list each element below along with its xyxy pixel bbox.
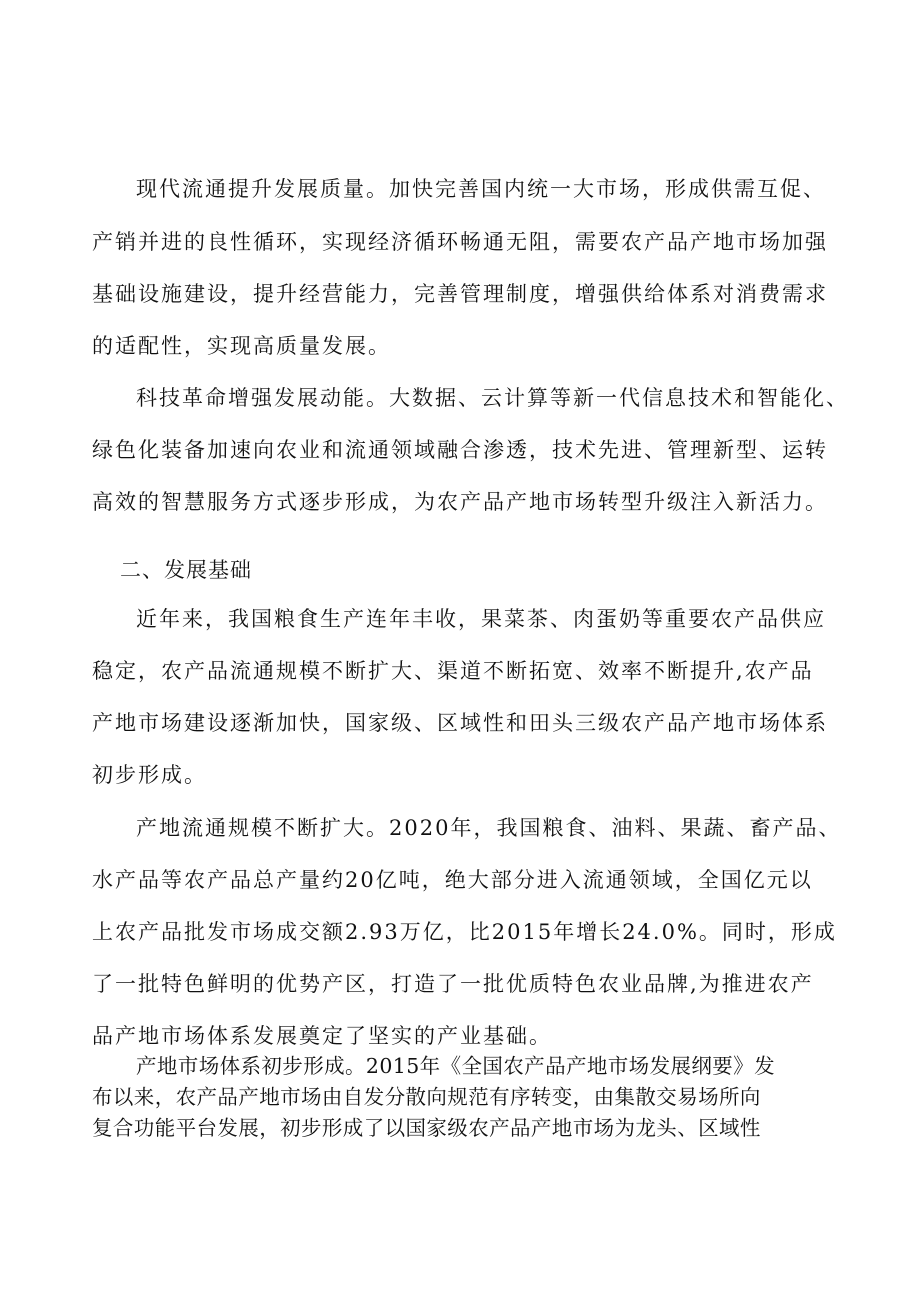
section-heading: 二、发展基础 <box>120 558 252 582</box>
paragraph-5-line-3: 复合功能平台发展，初步形成了以国家级农产品产地市场为龙头、区域性 <box>92 1116 761 1140</box>
paragraph-1-line-3: 基础设施建设，提升经营能力，完善管理制度，增强供给体系对消费需求 <box>92 282 828 306</box>
paragraph-4-line-3: 上农产品批发市场成交额2.93万亿，比2015年增长24.0%。同时，形成 <box>92 920 837 944</box>
paragraph-4-line-2: 水产品等农产品总产量约20亿吨，绝大部分进入流通领域，全国亿元以 <box>92 868 813 892</box>
paragraph-2-line-3: 高效的智慧服务方式逐步形成，为农产品产地市场转型升级注入新活力。 <box>92 490 828 514</box>
paragraph-3-line-3: 产地市场建设逐渐加快，国家级、区域性和田头三级农产品产地市场体系 <box>92 711 828 735</box>
paragraph-1-line-4: 的适配性，实现高质量发展。 <box>92 334 391 358</box>
paragraph-3-line-1: 近年来，我国粮食生产连年丰收，果菜茶、肉蛋奶等重要农产品供应 <box>136 607 826 631</box>
paragraph-5-line-1: 产地市场体系初步形成。2015年《全国农产品产地市场发展纲要》发 <box>136 1054 775 1078</box>
paragraph-3-line-2: 稳定，农产品流通规模不断扩大、渠道不断拓宽、效率不断提升,农产品 <box>92 659 814 683</box>
paragraph-2-line-2: 绿色化装备加速向农业和流通领域融合渗透，技术先进、管理新型、运转 <box>92 438 828 462</box>
paragraph-1-line-1: 现代流通提升发展质量。加快完善国内统一大市场，形成供需互促、 <box>136 177 826 201</box>
paragraph-4-line-4: 了一批特色鲜明的优势产区，打造了一批优质特色农业品牌,为推进农产 <box>92 972 814 996</box>
paragraph-3-line-4: 初步形成。 <box>92 763 207 787</box>
paragraph-4-line-1: 产地流通规模不断扩大。2020年，我国粮食、油料、果蔬、畜产品、 <box>136 816 842 840</box>
paragraph-1-line-2: 产销并进的良性循环，实现经济循环畅通无阻，需要农产品产地市场加强 <box>92 230 828 254</box>
paragraph-4-line-5: 品产地市场体系发展奠定了坚实的产业基础。 <box>92 1024 552 1048</box>
paragraph-2-line-1: 科技革命增强发展动能。大数据、云计算等新一代信息技术和智能化、 <box>136 386 849 410</box>
paragraph-5-line-2: 布以来，农产品产地市场由自发分散向规范有序转变，由集散交易场所向 <box>92 1085 761 1109</box>
